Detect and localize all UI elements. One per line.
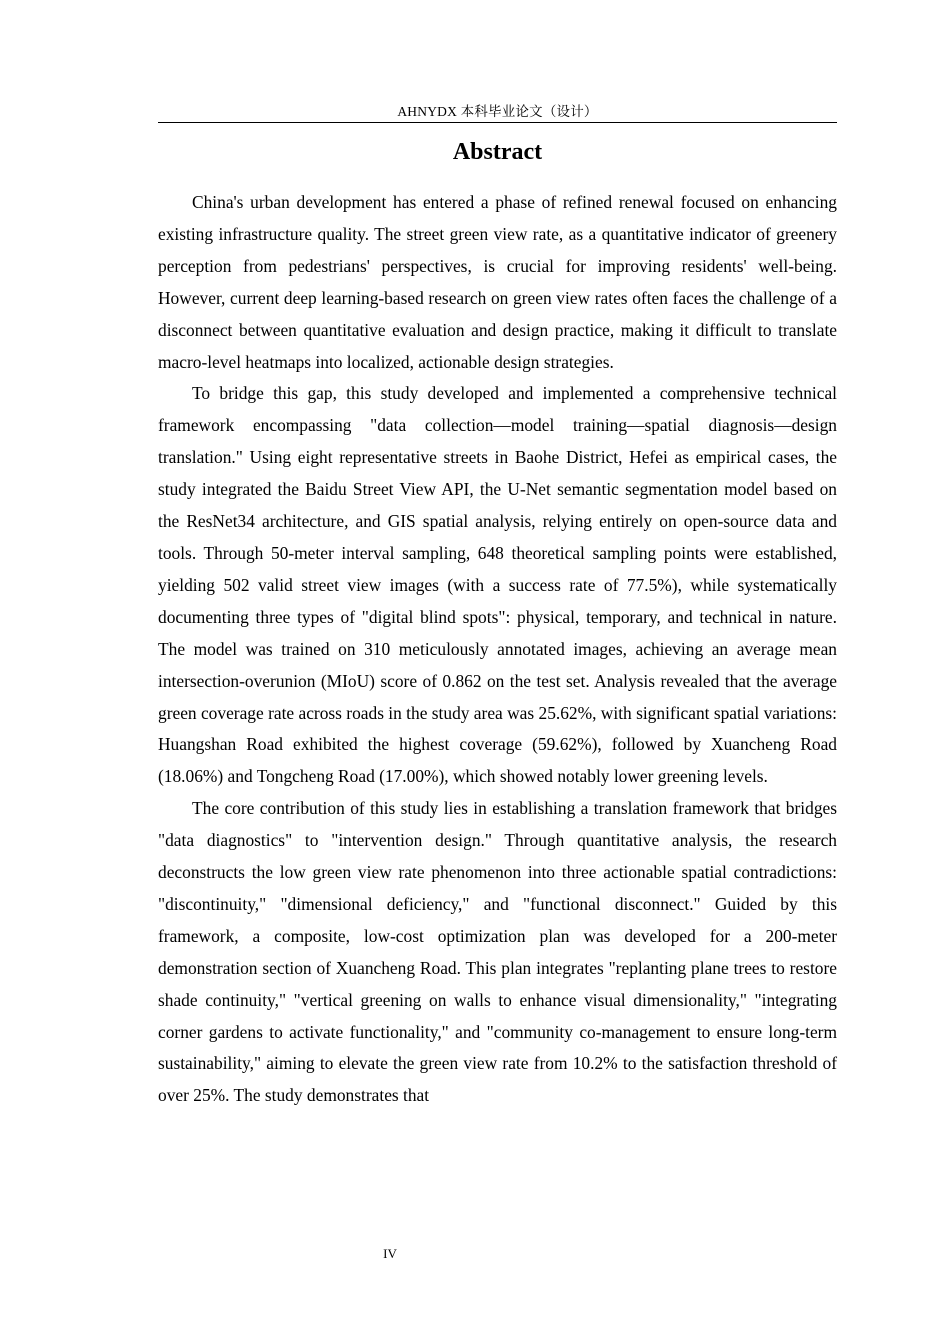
abstract-body: [158, 187, 837, 1112]
header-divider: [158, 122, 837, 123]
page-title: Abstract: [452, 139, 543, 165]
abstract-paragraph-2: To bridge this gap, this study developed and implemented a comprehensive technical framework encompassing "data collection—model training—spatial diagnosis—design translation." Using eight representative streets in Baohe District, Hefei as empirical cases, the study integrated the Baidu Street View API, the U-Net semantic segmentation model based on the ResNet34 architecture, and GIS spatial analysis, relying entirely on open-source data and tools. Through 50-meter interval sampling, 648 theoretical sampling points were established, yielding 502 valid street view images (with a success rate of 77.5%), while systematically documenting three types of "digital blind spots": physical, temporary, and technical in nature. The model was trained on 310 meticulously annotated images, achieving an average mean intersection-overunion (MIoU) score of 0.862 on the test set. Analysis revealed that the average green coverage rate across roads in the study area was 25.62%, with significant spatial variations: Huangshan Road exhibited the highest coverage (59.62%), followed by Xuancheng Road (18.06%) and Tongcheng Road (17.00%), which showed notably lower greening levels.: [158, 383, 837, 787]
abstract-paragraph-3: The core contribution of this study lies in establishing a translation framework that bridges "data diagnostics" to "intervention design." Through quantitative analysis, the research deconstructs the low green view rate phenomenon into three actionable spatial contradictions: "discontinuity," "dimensional deficiency," and "functional disconnect." Guided by this framework, a composite, low-cost optimization plan was developed for a 200-meter demonstration section of Xuancheng Road. This plan integrates "replanting plane trees to restore shade continuity," "vertical greening on walls to enhance visual dimensionality," "integrating corner gardens to activate functionality," and "community co-management to ensure long-term sustainability," aiming to elevate the green view rate from 10.2% to the satisfaction threshold of over 25%. The study demonstrates that: [158, 798, 837, 1106]
running-header: AHNYDX 本科毕业论文（设计）: [397, 104, 598, 119]
abstract-paragraph-1: China's urban development has entered a phase of refined renewal focused on enhancing existing infrastructure quality. The street green view rate, as a quantitative indicator of greenery perception from pedestrians' perspectives, is crucial for improving residents' well-being. However, current deep learning-based research on green view rates often faces the challenge of a disconnect between quantitative evaluation and design practice, making it difficult to translate macro-level heatmaps into localized, actionable design strategies.: [158, 192, 837, 372]
page-number: IV: [383, 1246, 397, 1261]
